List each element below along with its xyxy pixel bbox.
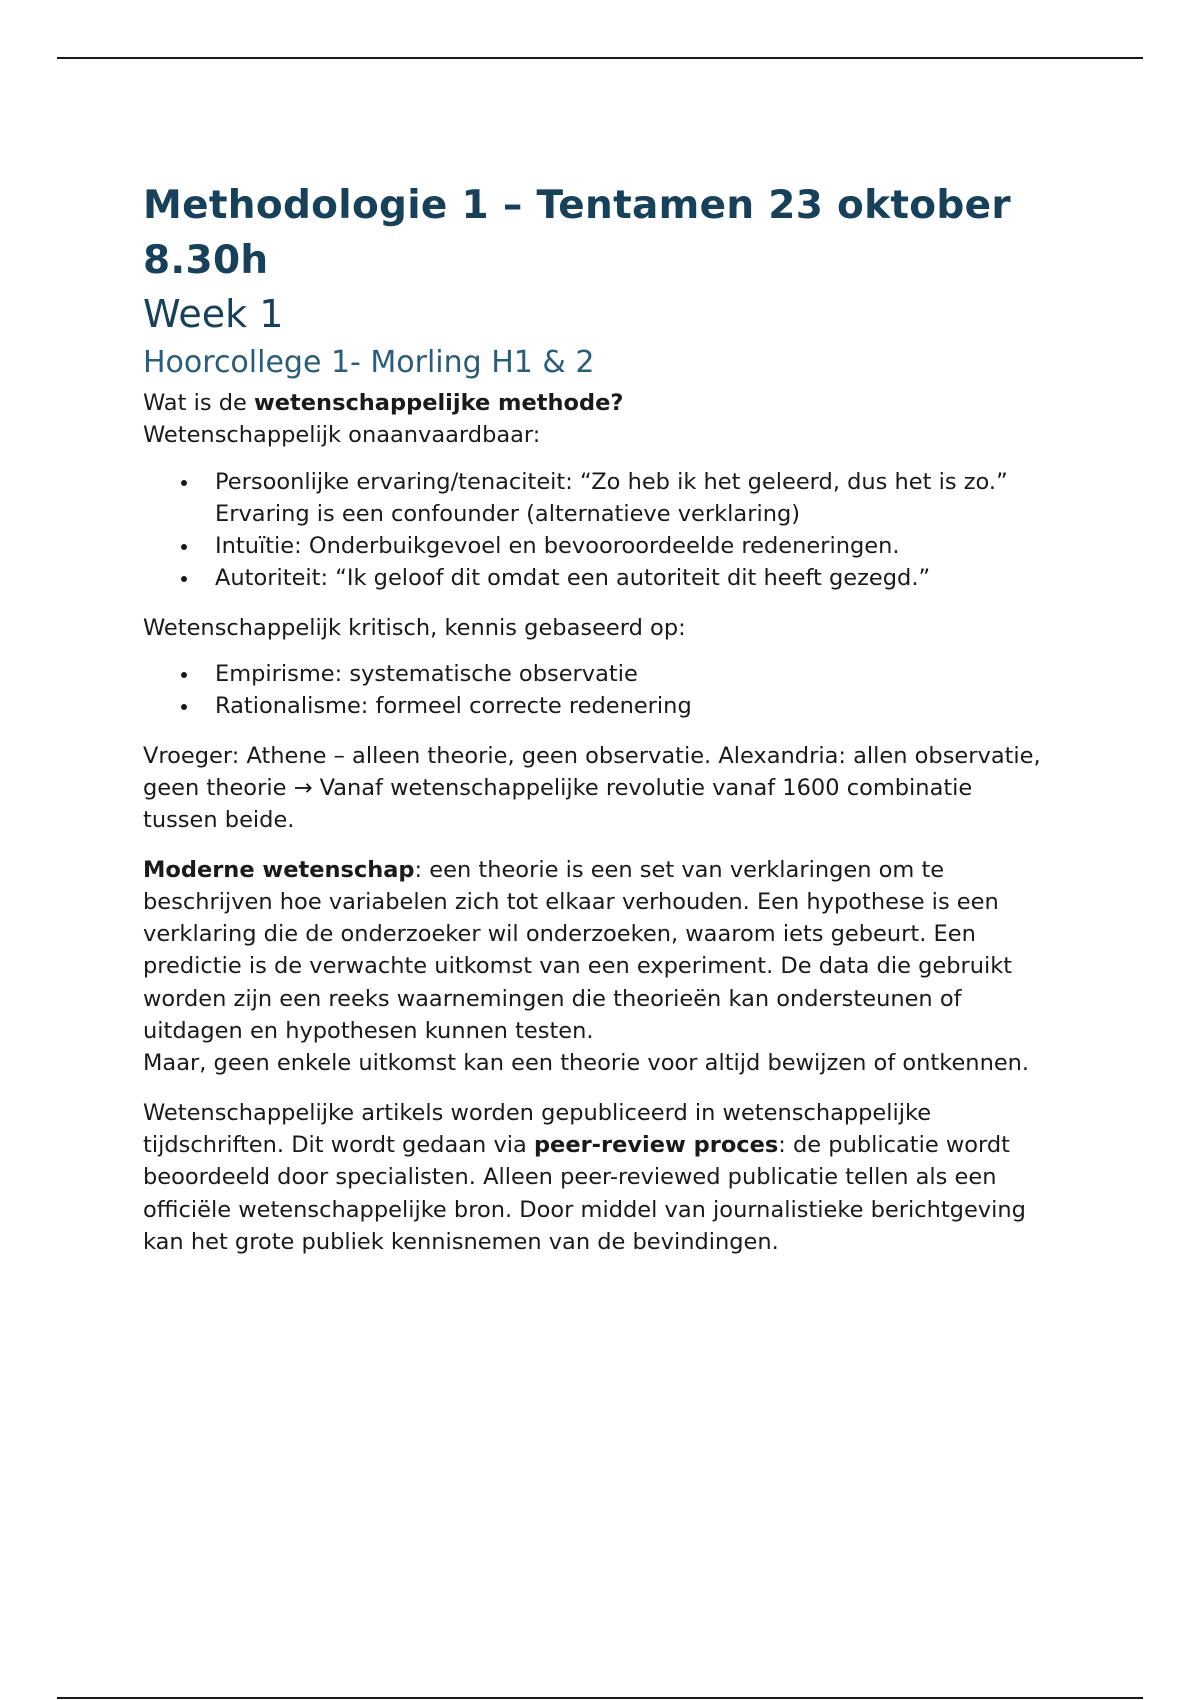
document-title: Methodologie 1 – Tentamen 23 oktober 8.30h	[143, 183, 1011, 283]
unacceptable-list	[143, 466, 1053, 595]
modern-science-paragraph	[143, 854, 1053, 1048]
articles-prefix: Wetenschappelijke artikels worden gepubliceerd in wetenschappelijke tijdschriften. Dit wordt gedaan via	[143, 1099, 932, 1158]
modern-science-closing: Maar, geen enkele uitkomst kan een theorie voor altijd bewijzen of ontkennen.	[143, 1050, 1030, 1077]
list-item: Intuïtie: Onderbuikgevoel en bevooroordeelde redeneringen.	[215, 530, 1053, 562]
modern-science-text: : een theorie is een set van verklaringen om te beschrijven hoe variabelen zich tot elkaar verhouden. Een hypothese is een verklaring die de onderzoeker wil onderzoeken, waarom iets gebeurt. Een predictie is de verwachte uitkomst van een experiment. De data die gebruikt worden zijn een reeks waarnemingen die theorieën kan ondersteunen of uitdagen en hypothesen kunnen testen.	[143, 856, 1013, 1045]
lecture-heading: Hoorcollege 1- Morling H1 & 2	[143, 345, 595, 380]
list-item: Autoriteit: “Ik geloof dit omdat een autoriteit dit heeft gezegd.”	[215, 562, 1053, 594]
history-paragraph: Vroeger: Athene – alleen theorie, geen observatie. Alexandria: allen observatie, geen theorie → Vanaf wetenschappelijke revolutie vanaf 1600 combinatie tussen beide.	[143, 742, 1041, 834]
list-item: Rationalisme: formeel correcte redenering	[215, 690, 1053, 722]
critical-list	[143, 658, 1053, 723]
list-item: Empirisme: systematische observatie	[215, 658, 1053, 690]
critical-label: Wetenschappelijk kritisch, kennis gebaseerd op:	[143, 614, 686, 641]
list-item: Persoonlijke ervaring/tenaciteit: “Zo heb ik het geleerd, dus het is zo.” Ervaring is een confounder (alternatieve verklaring)	[215, 466, 1053, 531]
articles-paragraph	[143, 1097, 1053, 1258]
intro-bold: wetenschappelijke methode?	[253, 390, 624, 416]
articles-suffix: : de publicatie wordt beoordeeld door specialisten. Alleen peer-reviewed publicatie tellen als een officiële wetenschappelijke bron. Door middel van journalistieke berichtgeving kan het grote publiek kennisnemen van de bevindingen.	[143, 1131, 1026, 1255]
week-heading: Week 1	[143, 292, 284, 336]
intro-question	[143, 387, 1053, 419]
intro-prefix: Wat is de	[143, 390, 254, 416]
unacceptable-label: Wetenschappelijk onaanvaardbaar:	[143, 422, 541, 449]
top-rule	[57, 57, 1143, 59]
peer-review-term: peer-review proces	[533, 1131, 779, 1158]
document-body	[143, 178, 1053, 1258]
bottom-rule	[57, 1697, 1143, 1699]
modern-science-term: Moderne wetenschap	[143, 856, 415, 883]
